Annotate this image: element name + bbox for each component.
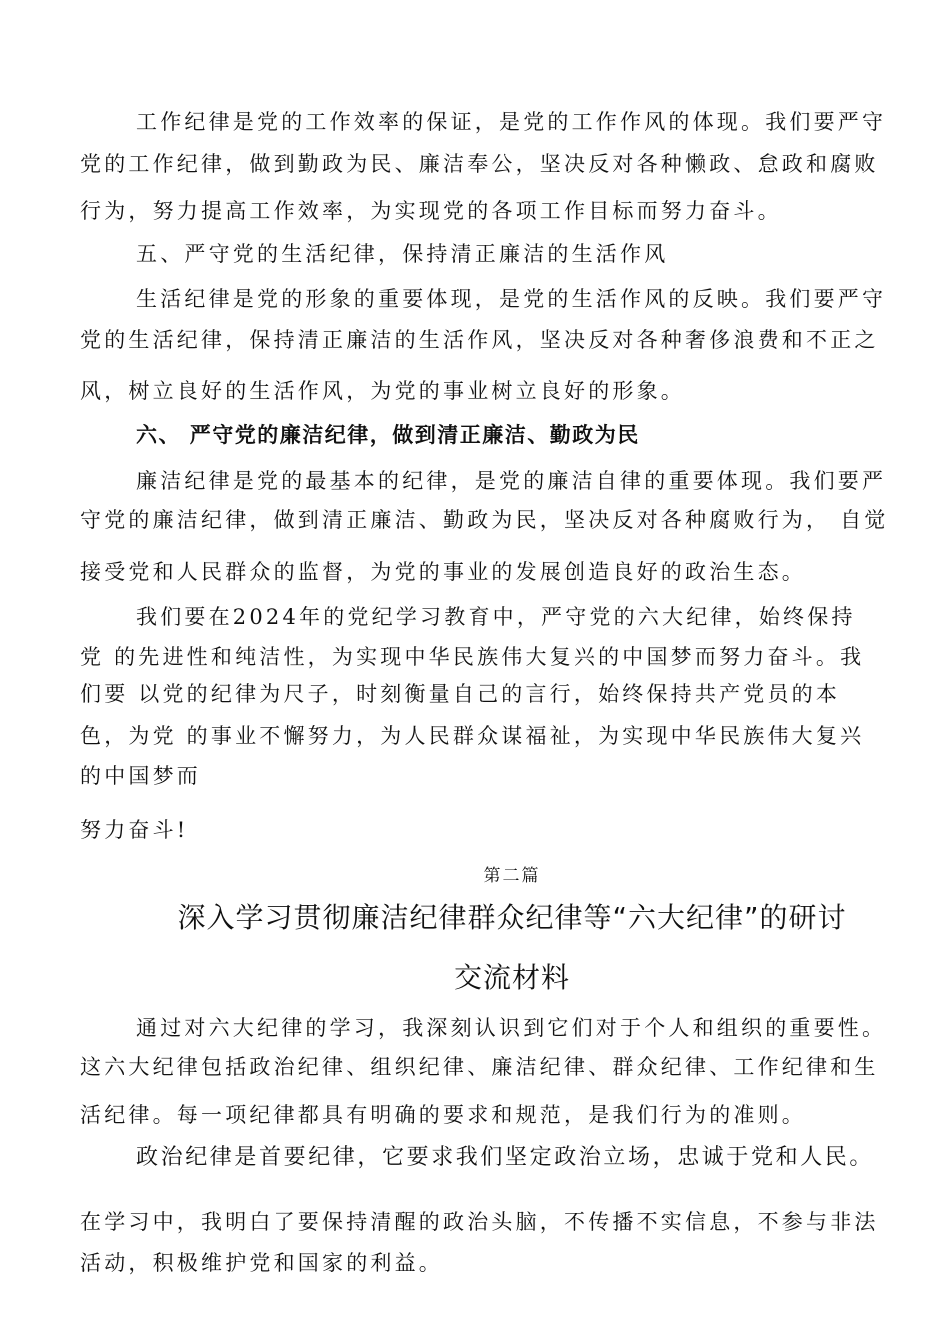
paragraph-line: 我们要在2024年的党纪学习教育中，严守党的六大纪律，始终保持	[136, 605, 856, 629]
paragraph-line: 活动，积极维护党和国家的利益。	[80, 1251, 443, 1275]
paragraph-line: 工作纪律是党的工作效率的保证，是党的工作作风的体现。我们要严守	[136, 110, 887, 134]
paragraph-line: 生活纪律是党的形象的重要体现，是党的生活作风的反映。我们要严守	[136, 287, 887, 311]
paragraph-line: 活纪律。每一项纪律都具有明确的要求和规范，是我们行为的准则。	[80, 1103, 806, 1127]
paragraph-line: 廉洁纪律是党的最基本的纪律，是党的廉洁自律的重要体现。我们要严	[136, 469, 887, 493]
paragraph-line: 努力奋斗!	[80, 818, 189, 842]
section-heading-5: 五、严守党的生活纪律，保持清正廉洁的生活作风	[136, 242, 669, 266]
paragraph-line: 在学习中，我明白了要保持清醒的政治头脑，不传播不实信息，不参与非法	[80, 1210, 879, 1234]
section-heading-6: 六、 严守党的廉洁纪律，做到清正廉洁、勤政为民	[136, 422, 640, 447]
paragraph-line: 的中国梦而	[80, 764, 201, 788]
paragraph-line: 风，树立良好的生活作风，为党的事业树立良好的形象。	[80, 379, 685, 403]
paragraph-line: 政治纪律是首要纪律，它要求我们坚定政治立场，忠诚于党和人民。	[136, 1145, 875, 1170]
article-label: 第二篇	[483, 866, 541, 886]
paragraph-line: 接受党和人民群众的监督，为党的事业的发展创造良好的政治生态。	[80, 560, 806, 584]
paragraph-line: 守党的廉洁纪律，做到清正廉洁、勤政为民，坚决反对各种腐败行为， 自觉	[80, 508, 889, 532]
paragraph-line: 通过对六大纪律的学习，我深刻认识到它们对于个人和组织的重要性。	[136, 1016, 887, 1040]
paragraph-line: 行为，努力提高工作效率，为实现党的各项工作目标而努力奋斗。	[80, 199, 782, 223]
paragraph-line: 这六大纪律包括政治纪律、组织纪律、廉洁纪律、群众纪律、工作纪律和生	[80, 1055, 879, 1079]
paragraph-line: 党 的先进性和纯洁性，为实现中华民族伟大复兴的中国梦而努力奋斗。我	[80, 645, 865, 669]
paragraph-line: 党的工作纪律，做到勤政为民、廉洁奉公，坚决反对各种懒政、怠政和腐败	[80, 152, 879, 176]
article-title-line-1: 深入学习贯彻廉洁纪律群众纪律等“六大纪律”的研讨	[177, 901, 847, 934]
paragraph-line: 们要 以党的纪律为尺子，时刻衡量自己的言行，始终保持共产党员的本	[80, 682, 841, 706]
article-title-line-2: 交流材料	[453, 961, 570, 994]
paragraph-line: 色，为党 的事业不懈努力，为人民群众谋福祉，为实现中华民族伟大复兴	[80, 724, 865, 748]
paragraph-line: 党的生活纪律，保持清正廉洁的生活作风，坚决反对各种奢侈浪费和不正之	[80, 328, 879, 352]
